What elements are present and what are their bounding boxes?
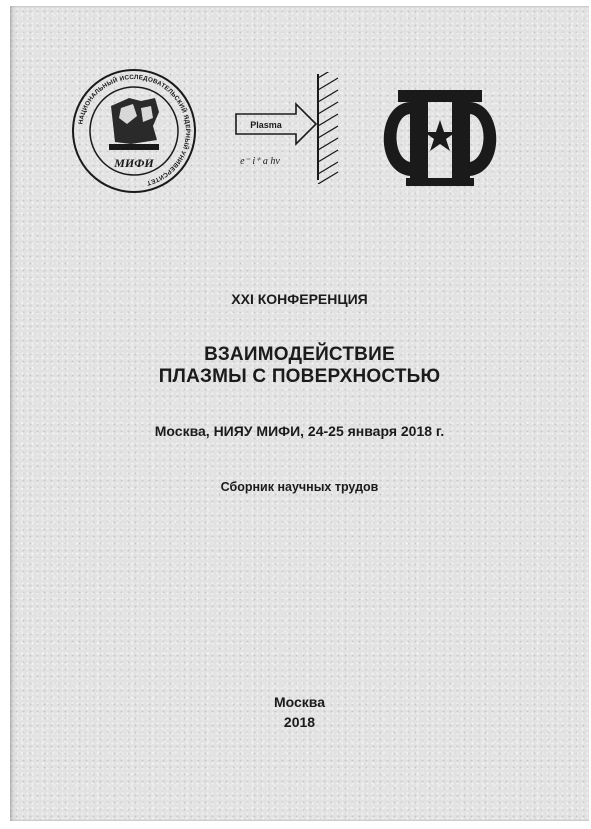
emblem-inner-text: МИФИ: [114, 156, 154, 170]
particles-label: e⁻ i⁺ a hv: [240, 156, 280, 167]
conference-label: XXI КОНФЕРЕНЦИЯ: [231, 291, 368, 307]
phi-monogram-icon: [370, 86, 510, 190]
place-date: Москва, НИЯУ МИФИ, 24-25 января 2018 г.: [154, 423, 445, 439]
title-line-1: ВЗАИМОДЕЙСТВИЕ: [204, 344, 395, 365]
emblem-ring-text: НАЦИОНАЛЬНЫЙ ИССЛЕДОВАТЕЛЬСКИЙ ЯДЕРНЫЙ УНИВЕРСИТЕТ: [77, 73, 192, 187]
book-title: [10, 344, 589, 388]
title-line-2: ПЛАЗМЫ С ПОВЕРХНОСТЬЮ: [158, 366, 441, 387]
publication-city: Москва: [273, 694, 326, 710]
collection-label: Сборник научных трудов: [220, 480, 379, 494]
plasma-surface-diagram: [226, 72, 346, 184]
university-emblem-icon: [71, 68, 197, 194]
plasma-label: Plasma: [250, 120, 282, 130]
publication-year: 2018: [283, 714, 316, 730]
